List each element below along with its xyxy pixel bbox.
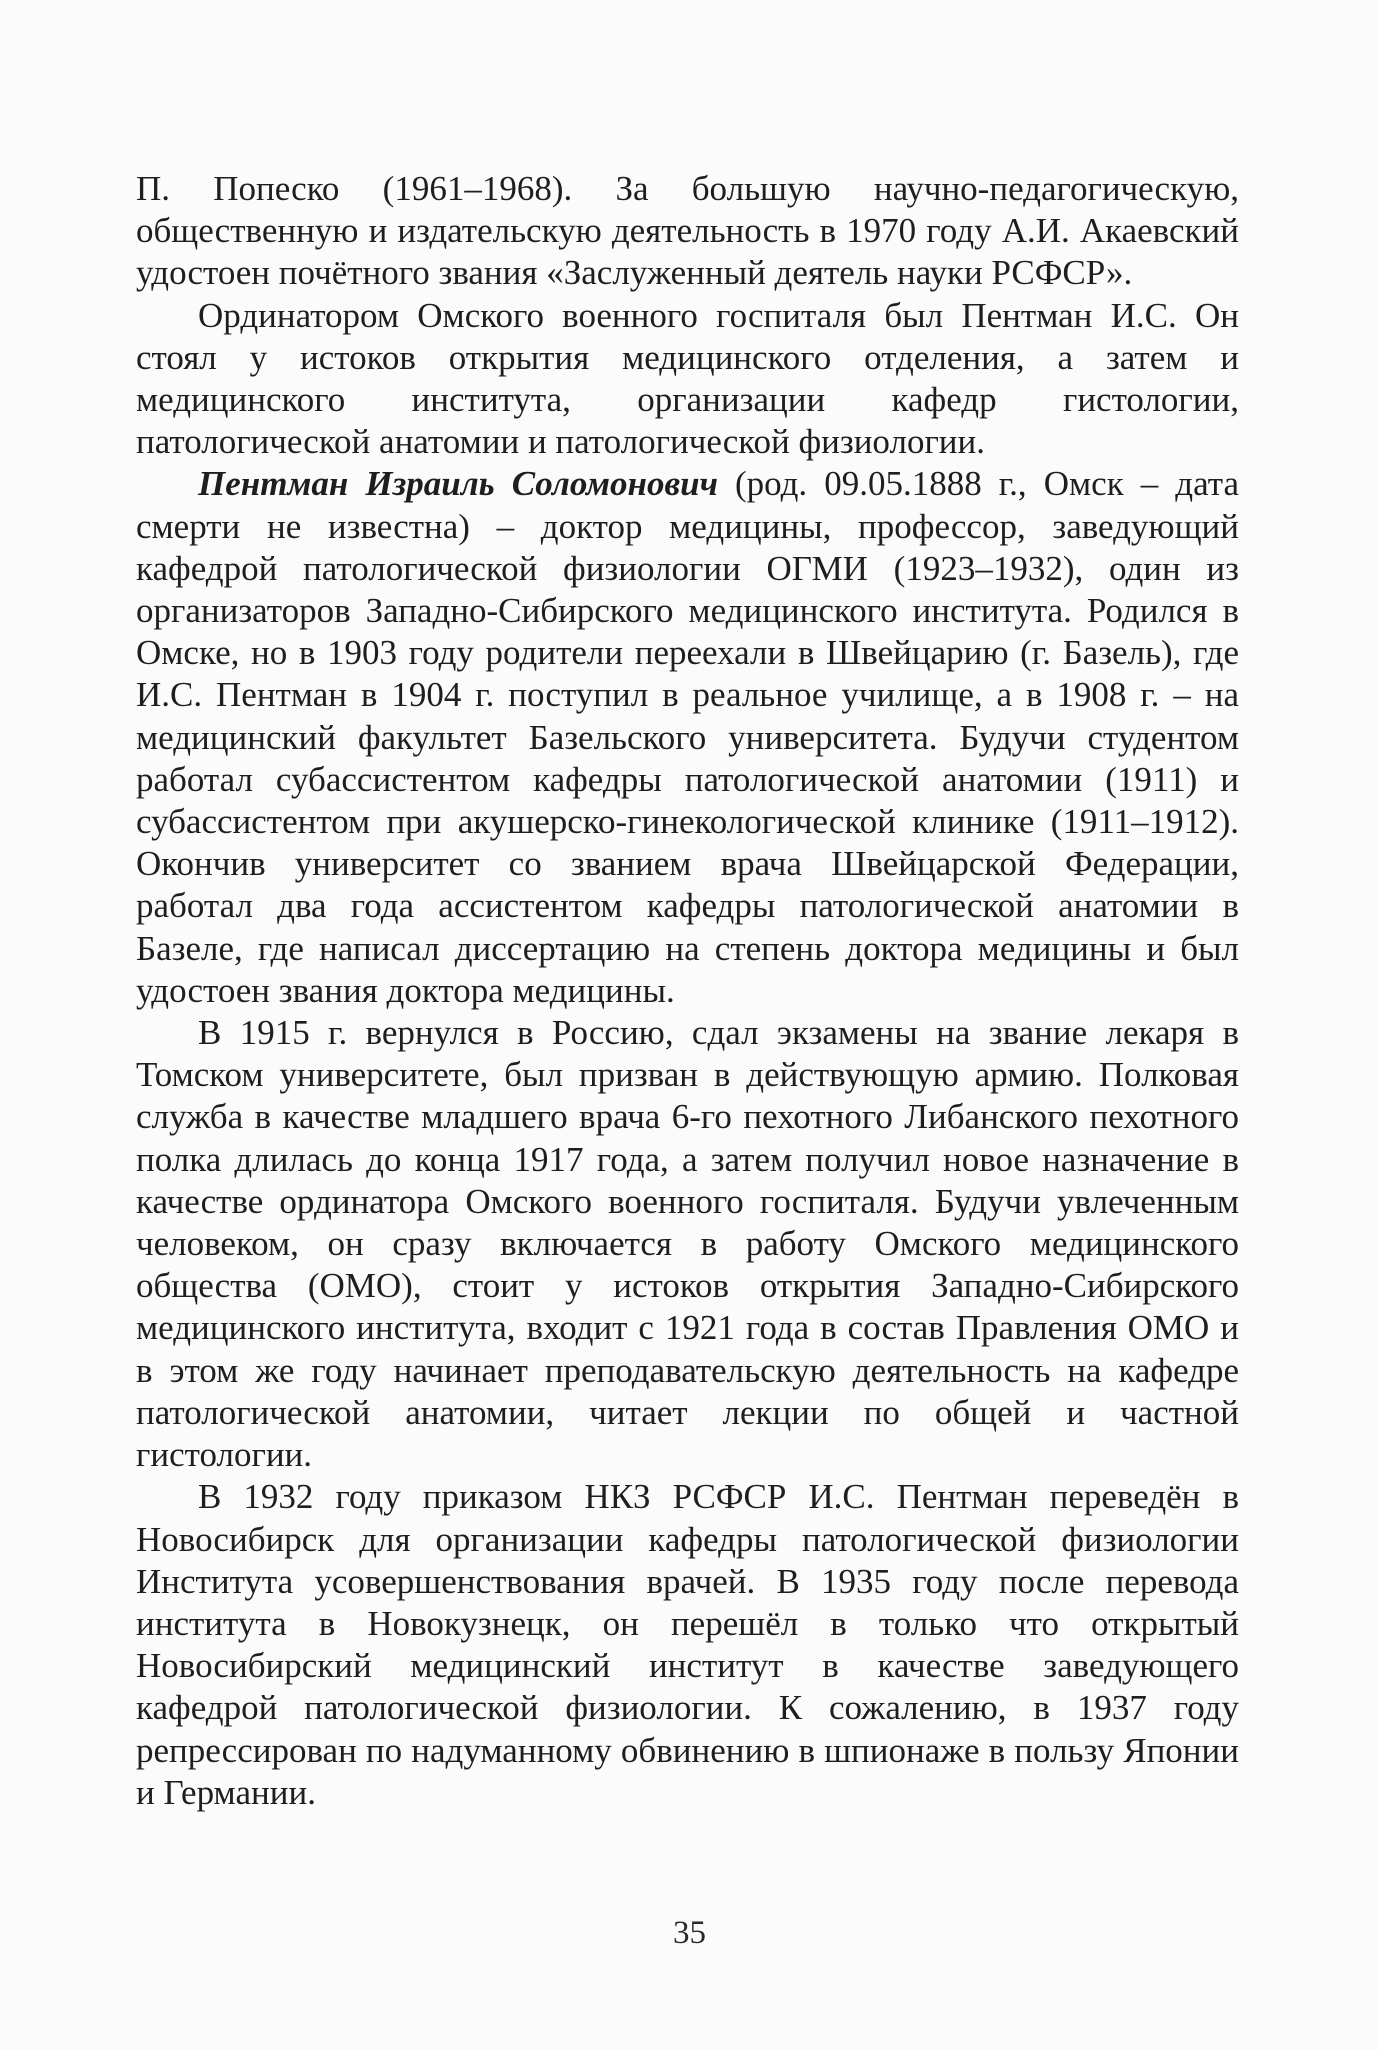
- page-number: 35: [673, 1915, 706, 1951]
- paragraph-2: Ординатором Омского военного госпиталя был Пентман И.С. Он стоял у истоков открытия медицинского отделения, а затем и медицинского института, организации кафедр гистологии, патологической анатомии и патологической физиологии.: [136, 295, 1239, 462]
- paragraph-5: В 1932 году приказом НКЗ РСФСР И.С. Пентман переведён в Новосибирск для организации кафедры патологической физиологии Института усовершенствования врачей. В 1935 году после перевода института в Новокузнецк, он перешёл в только что открытый Новосибирский медицинский институт в качестве заведующего кафедрой патологической физиологии. К сожалению, в 1937 году репрессирован по надуманному обвинению в шпионаже в пользу Японии и Германии.: [136, 1477, 1239, 1812]
- paragraph-1: П. Попеско (1961–1968). За большую научно-педагогическую, общественную и издательскую деятельность в 1970 году А.И. Акаевский удостоен почётного звания «Заслуженный деятель науки РСФСР».: [136, 169, 1239, 293]
- paragraph-3: [136, 463, 1239, 1012]
- paragraph-3-text: (род. 09.05.1888 г., Омск – дата смерти не известна) – доктор медицины, профессор, заведующий кафедрой патологической физиологии ОГМИ (1923–1932), один из организаторов Западно-Сибирского медицинского института. Родился в Омске, но в 1903 году родители переехали в Швейцарию (г. Базель), где И.С. Пентман в 1904 г. поступил в реальное училище, а в 1908 г. – на медицинский факультет Базельского университета. Будучи студентом работал субассистентом кафедры патологической анатомии (1911) и субассистентом при акушерско-гинекологической клинике (1911–1912). Окончив университет со званием врача Швейцарской Федерации, работал два года ассистентом кафедры патологической анатомии в Базеле, где написал диссертацию на степень доктора медицины и был удостоен звания доктора медицины.: [136, 464, 1239, 1010]
- person-name-heading: Пентман Израиль Соломонович: [198, 464, 718, 504]
- paragraph-4: В 1915 г. вернулся в Россию, сдал экзамены на звание лекаря в Томском университете, был призван в действующую армию. Полковая служба в качестве младшего врача 6-го пехотного Либанского пехотного полка длилась до конца 1917 года, а затем получил новое назначение в качестве ординатора Омского военного госпиталя. Будучи увлеченным человеком, он сразу включается в работу Омского медицинского общества (ОМО), стоит у истоков открытия Западно-Сибирского медицинского института, входит с 1921 года в состав Правления ОМО и в этом же году начинает преподавательскую деятельность на кафедре патологической анатомии, читает лекции по общей и частной гистологии.: [136, 1013, 1239, 1475]
- body-text: [136, 168, 1239, 1814]
